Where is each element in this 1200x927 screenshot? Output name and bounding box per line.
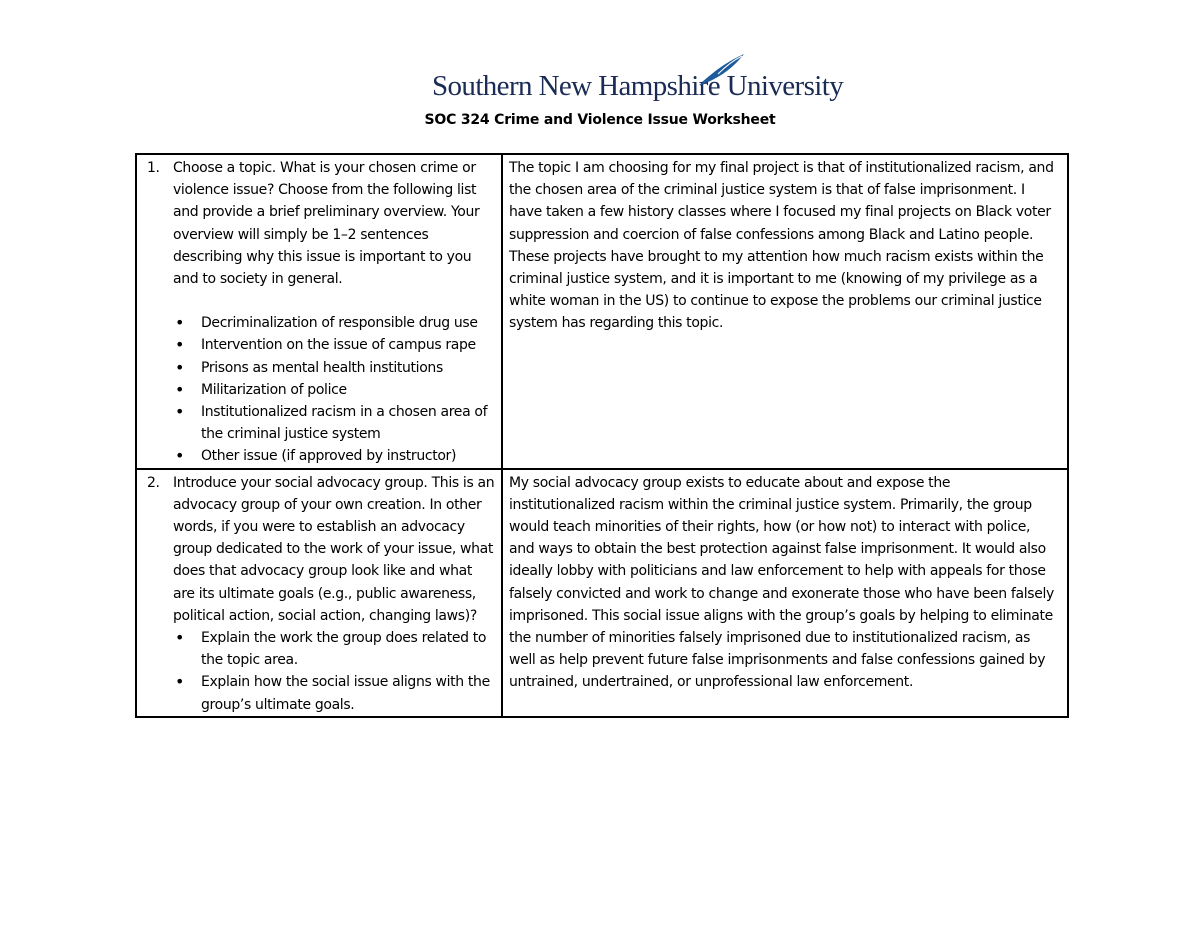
list-item: • Prisons as mental health institutions: [173, 357, 495, 379]
list-item: • Explain how the social issue aligns with the group’s ultimate goals.: [173, 671, 495, 715]
question-number: 2.: [147, 474, 160, 491]
quill-leaf-icon: [698, 52, 746, 86]
question-text: Introduce your social advocacy group. This is an advocacy group of your own creation. In other words, if you were to establish an advocacy group dedicated to the work of your issue, what does that advocacy group look like and what are its ultimate goals (e.g., public awareness, political action, social action, changing laws)?: [173, 474, 495, 624]
university-name: Southern New Hampshire University: [432, 70, 844, 102]
table-row: [136, 154, 1068, 469]
question-cell: [136, 154, 502, 469]
topic-options-list: [173, 312, 495, 467]
list-item: • Institutionalized racism in a chosen area of the criminal justice system: [173, 401, 495, 445]
question-text: Choose a topic. What is your chosen crime or violence issue? Choose from the following list and provide a brief preliminary overview. Your overview will simply be 1–2 sentences describing why this issue is important to you and to society in general.: [173, 160, 480, 288]
answer-cell: [502, 469, 1068, 717]
worksheet-title: SOC 324 Crime and Violence Issue Worksheet: [424, 112, 776, 128]
list-item: • Explain the work the group does related to the topic area.: [173, 627, 495, 671]
table-row: [136, 469, 1068, 717]
university-logo: [432, 52, 844, 104]
answer-text: The topic I am choosing for my final project is that of institutionalized racism, and the chosen area of the criminal justice system is that of false imprisonment. I have taken a few history classes where I focused my final projects on Black voter suppression and coercion of false confessions among Black and Latino people. These projects have brought to my attention how much racism exists within the criminal justice system, and it is important to me (knowing of my privilege as a white woman in the US) to continue to expose the problems our criminal justice system has regarding this topic.: [509, 160, 1054, 332]
question-cell: [136, 469, 502, 717]
answer-text: My social advocacy group exists to educate about and expose the institutionalized racism within the criminal justice system. Primarily, the group would teach minorities of their rights, how (or how not) to interact with police, and ways to obtain the best protection against false imprisonment. It would also ideally lobby with politicians and law enforcement to help with appeals for those falsely convicted and work to change and exonerate those who have been falsely imprisoned. This social issue aligns with the group’s goals by helping to eliminate the number of minorities falsely imprisoned due to institutionalized racism, as well as help prevent future false imprisonments and false confessions gained by untrained, undertrained, or unprofessional law enforcement.: [509, 474, 1054, 691]
list-item: • Decriminalization of responsible drug use: [173, 312, 495, 334]
list-item: • Intervention on the issue of campus rape: [173, 334, 495, 356]
list-item: • Militarization of police: [173, 379, 495, 401]
answer-cell: [502, 154, 1068, 469]
worksheet-table: [135, 153, 1069, 718]
question-number: 1.: [147, 160, 160, 176]
instructions-list: [173, 627, 495, 716]
list-item: • Other issue (if approved by instructor): [173, 445, 495, 467]
